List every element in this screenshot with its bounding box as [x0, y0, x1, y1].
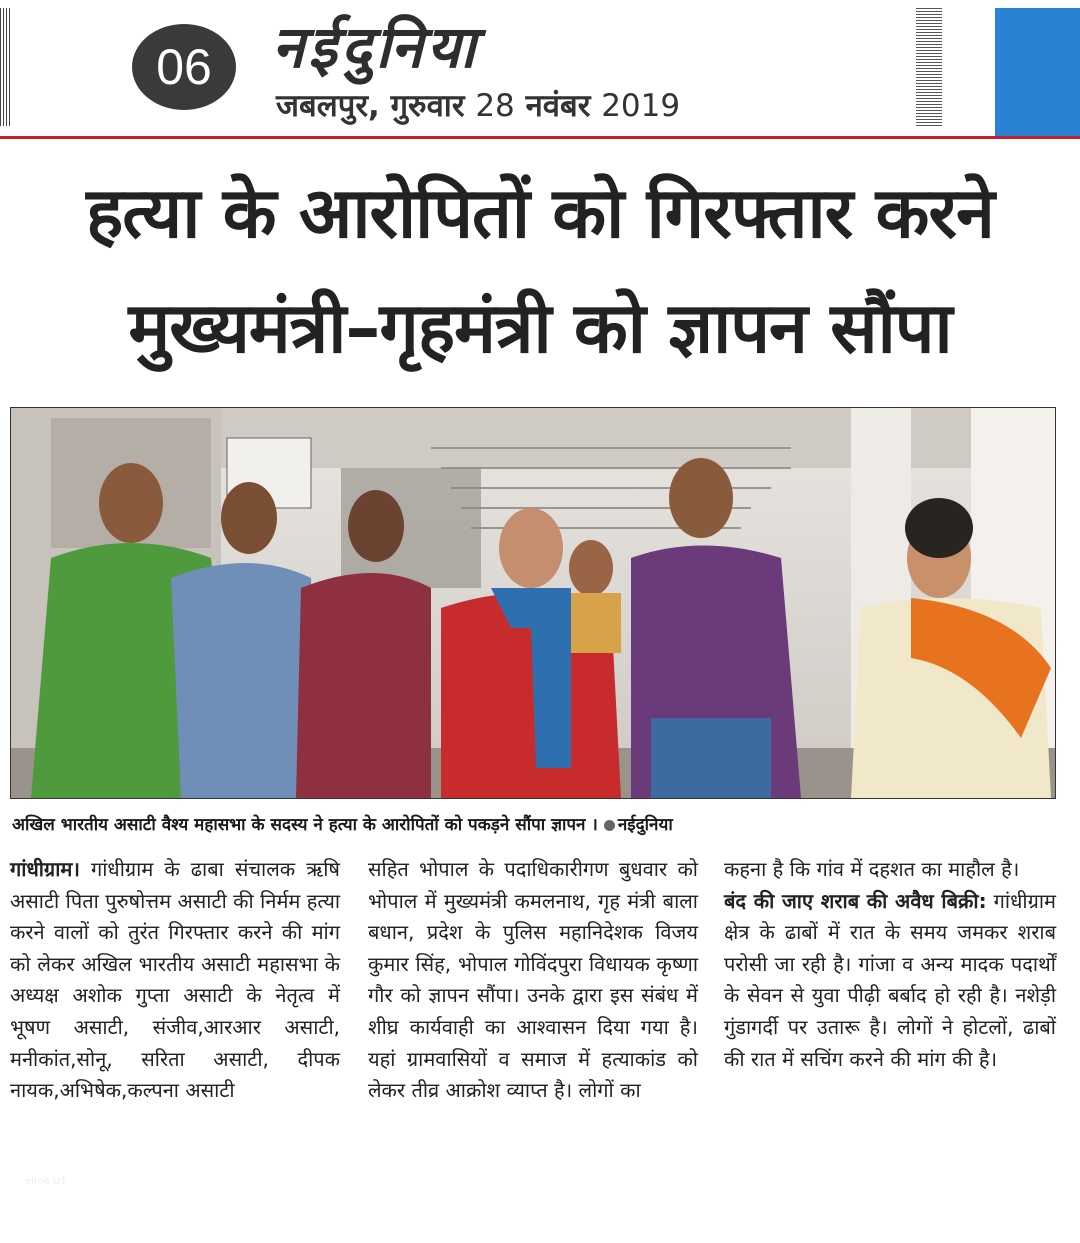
group-photo-illustration: [11, 408, 1055, 798]
article-col1-text: गांधीग्राम के ढाबा संचालक ऋषि असाटी पिता पुरुषोत्तम असाटी की निर्मम हत्या करने वालों को तुरंत गिरफ्तार करने की मांग को लेकर अखिल भारतीय असाटी महासभा के अध्यक्ष अशोक गुप्ता असाटी के नेतृत्व में भूषण असाटी, संजीव,आरआर असाटी, मनीकांत,सोनू, सरिता असाटी, दीपक नायक,अभिषेक,कल्पना असाटी: [10, 857, 340, 1103]
article-subhead: बंद की जाए शराब की अवैध बिक्री:: [724, 888, 987, 913]
date-month: नवंबर: [525, 88, 591, 124]
article-column-2: [368, 854, 698, 1107]
caption-source: नईदुनिया: [617, 815, 673, 835]
article-col3-top: कहना है कि गांव में दहशत का माहौल है।: [724, 857, 1020, 881]
photo-credit: eime U1: [25, 1176, 67, 1187]
article-dateline: गांधीग्राम।: [10, 857, 80, 881]
photo-caption: [12, 812, 1072, 835]
page-number-badge: 06: [132, 24, 236, 110]
newspaper-logo: नईदुनिया: [272, 13, 480, 81]
article-col2-text: सहित भोपाल के पदाधिकारीगण बुधवार को भोपाल में मुख्यमंत्री कमलनाथ, गृह मंत्री बाला बधान, प्रदेश के पुलिस महानिदेशक विजय कुमार सिंह, भोपाल गोविंदपुरा विधायक कृष्णा गौर को ज्ञापन सौंपा। उनके द्वारा इस संबंध में शीघ्र कार्यवाही का आश्वासन दिया गया है। यहां ग्रामवासियों व समाज में हत्याकांड को लेकर तीव्र आक्रोश व्याप्त है। लोगों का: [368, 857, 698, 1103]
bullet-icon: [604, 820, 615, 831]
article-column-3: [724, 854, 1056, 1075]
corner-color-block: [995, 8, 1080, 136]
caption-text: अखिल भारतीय असाटी वैश्य महासभा के सदस्य ने हत्या के आरोपितों को पकड़ने सौंपा ज्ञापन ।: [12, 815, 598, 835]
article-column-1: [10, 854, 340, 1107]
barcode-left: [0, 8, 10, 126]
headline-line-2: मुख्यमंत्री–गृहमंत्री को ज्ञापन सौंपा: [128, 287, 952, 369]
masthead: [0, 0, 1080, 140]
date-year: 2019: [601, 88, 681, 124]
city-day: जबलपुर, गुरुवार: [276, 88, 465, 124]
barcode-right: [916, 8, 942, 126]
date-number: 28: [475, 88, 515, 124]
article-col3-body: गांधीग्राम क्षेत्र के ढाबों में रात के समय जमकर शराब परोसी जा रही है। गांजा व अन्य मादक पदार्थों के सेवन से युवा पीढ़ी बर्बाद हो रही है। नशेड़ी गुंडागर्दी पर उतारू है। लोगों ने होटलों, ढाबों की रात में सचिंग करने की मांग की है।: [724, 888, 1056, 1071]
masthead-rule: [0, 136, 1080, 139]
headline-line-1: हत्या के आरोपितों को गिरफ्तार करने: [86, 172, 994, 254]
dateline: [276, 84, 680, 126]
